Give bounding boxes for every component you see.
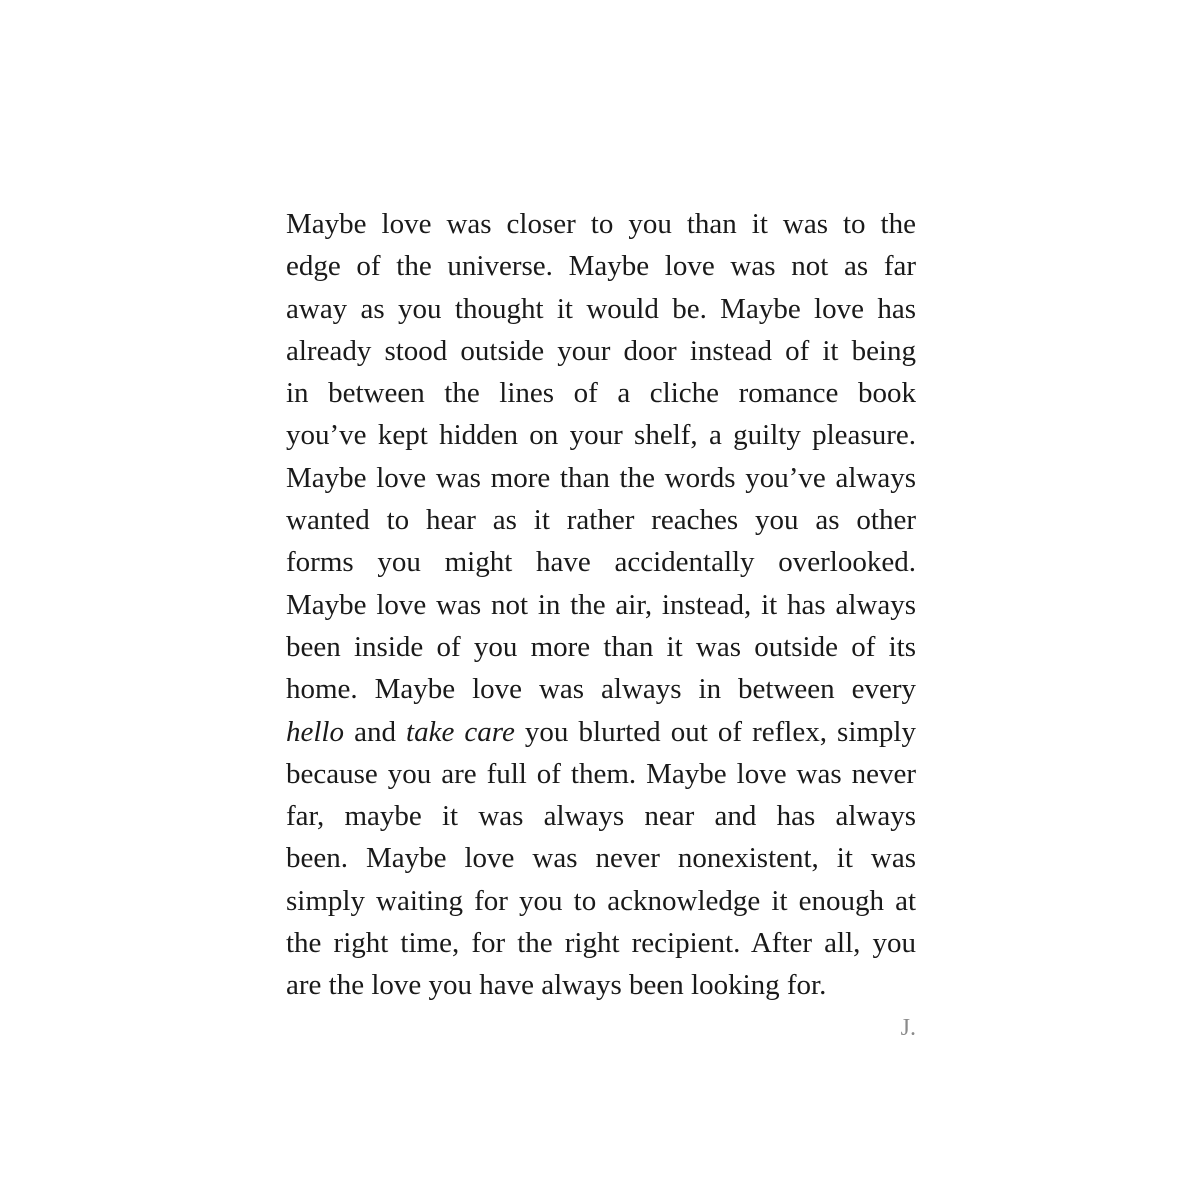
- poem-line: already stood outside your door instead of it being: [286, 334, 916, 367]
- italic-phrase-take-care: take care: [406, 715, 515, 748]
- italic-word-hello: hello: [286, 715, 344, 748]
- poem-line: been inside of you more than it was outside of its: [286, 630, 916, 663]
- poem-line: away as you thought it would be. Maybe love has: [286, 292, 916, 325]
- poem-line: been. Maybe love was never nonexistent, it was: [286, 842, 916, 875]
- poem-line-with-italics: [286, 711, 916, 753]
- poem-line: are the love you have always been looking for.: [286, 969, 827, 1002]
- poem-line: home. Maybe love was always in between every: [286, 673, 916, 706]
- poem-line: wanted to hear as it rather reaches you as other: [286, 504, 916, 537]
- poem-line: edge of the universe. Maybe love was not as far: [286, 250, 916, 283]
- poem-text: [286, 203, 916, 1007]
- poem-text-fragment: you blurted out of reflex, simply: [514, 715, 916, 748]
- poem-text-fragment: and: [344, 715, 407, 748]
- poem-line: the right time, for the right recipient. After all, you: [286, 927, 916, 960]
- poem-line: because you are full of them. Maybe love was never: [286, 757, 916, 790]
- author-signature: J.: [900, 1015, 916, 1041]
- poem-line: Maybe love was not in the air, instead, it has always: [286, 588, 916, 621]
- poem-line: Maybe love was more than the words you’ve always: [286, 461, 916, 494]
- poem-line: simply waiting for you to acknowledge it enough at: [286, 884, 916, 917]
- poem-line: forms you might have accidentally overlooked.: [286, 546, 916, 579]
- poem-line: you’ve kept hidden on your shelf, a guilty pleasure.: [286, 419, 916, 452]
- poem-line: Maybe love was closer to you than it was to the: [286, 208, 916, 240]
- poem-line: in between the lines of a cliche romance book: [286, 377, 916, 410]
- poem-line: far, maybe it was always near and has always: [286, 800, 916, 833]
